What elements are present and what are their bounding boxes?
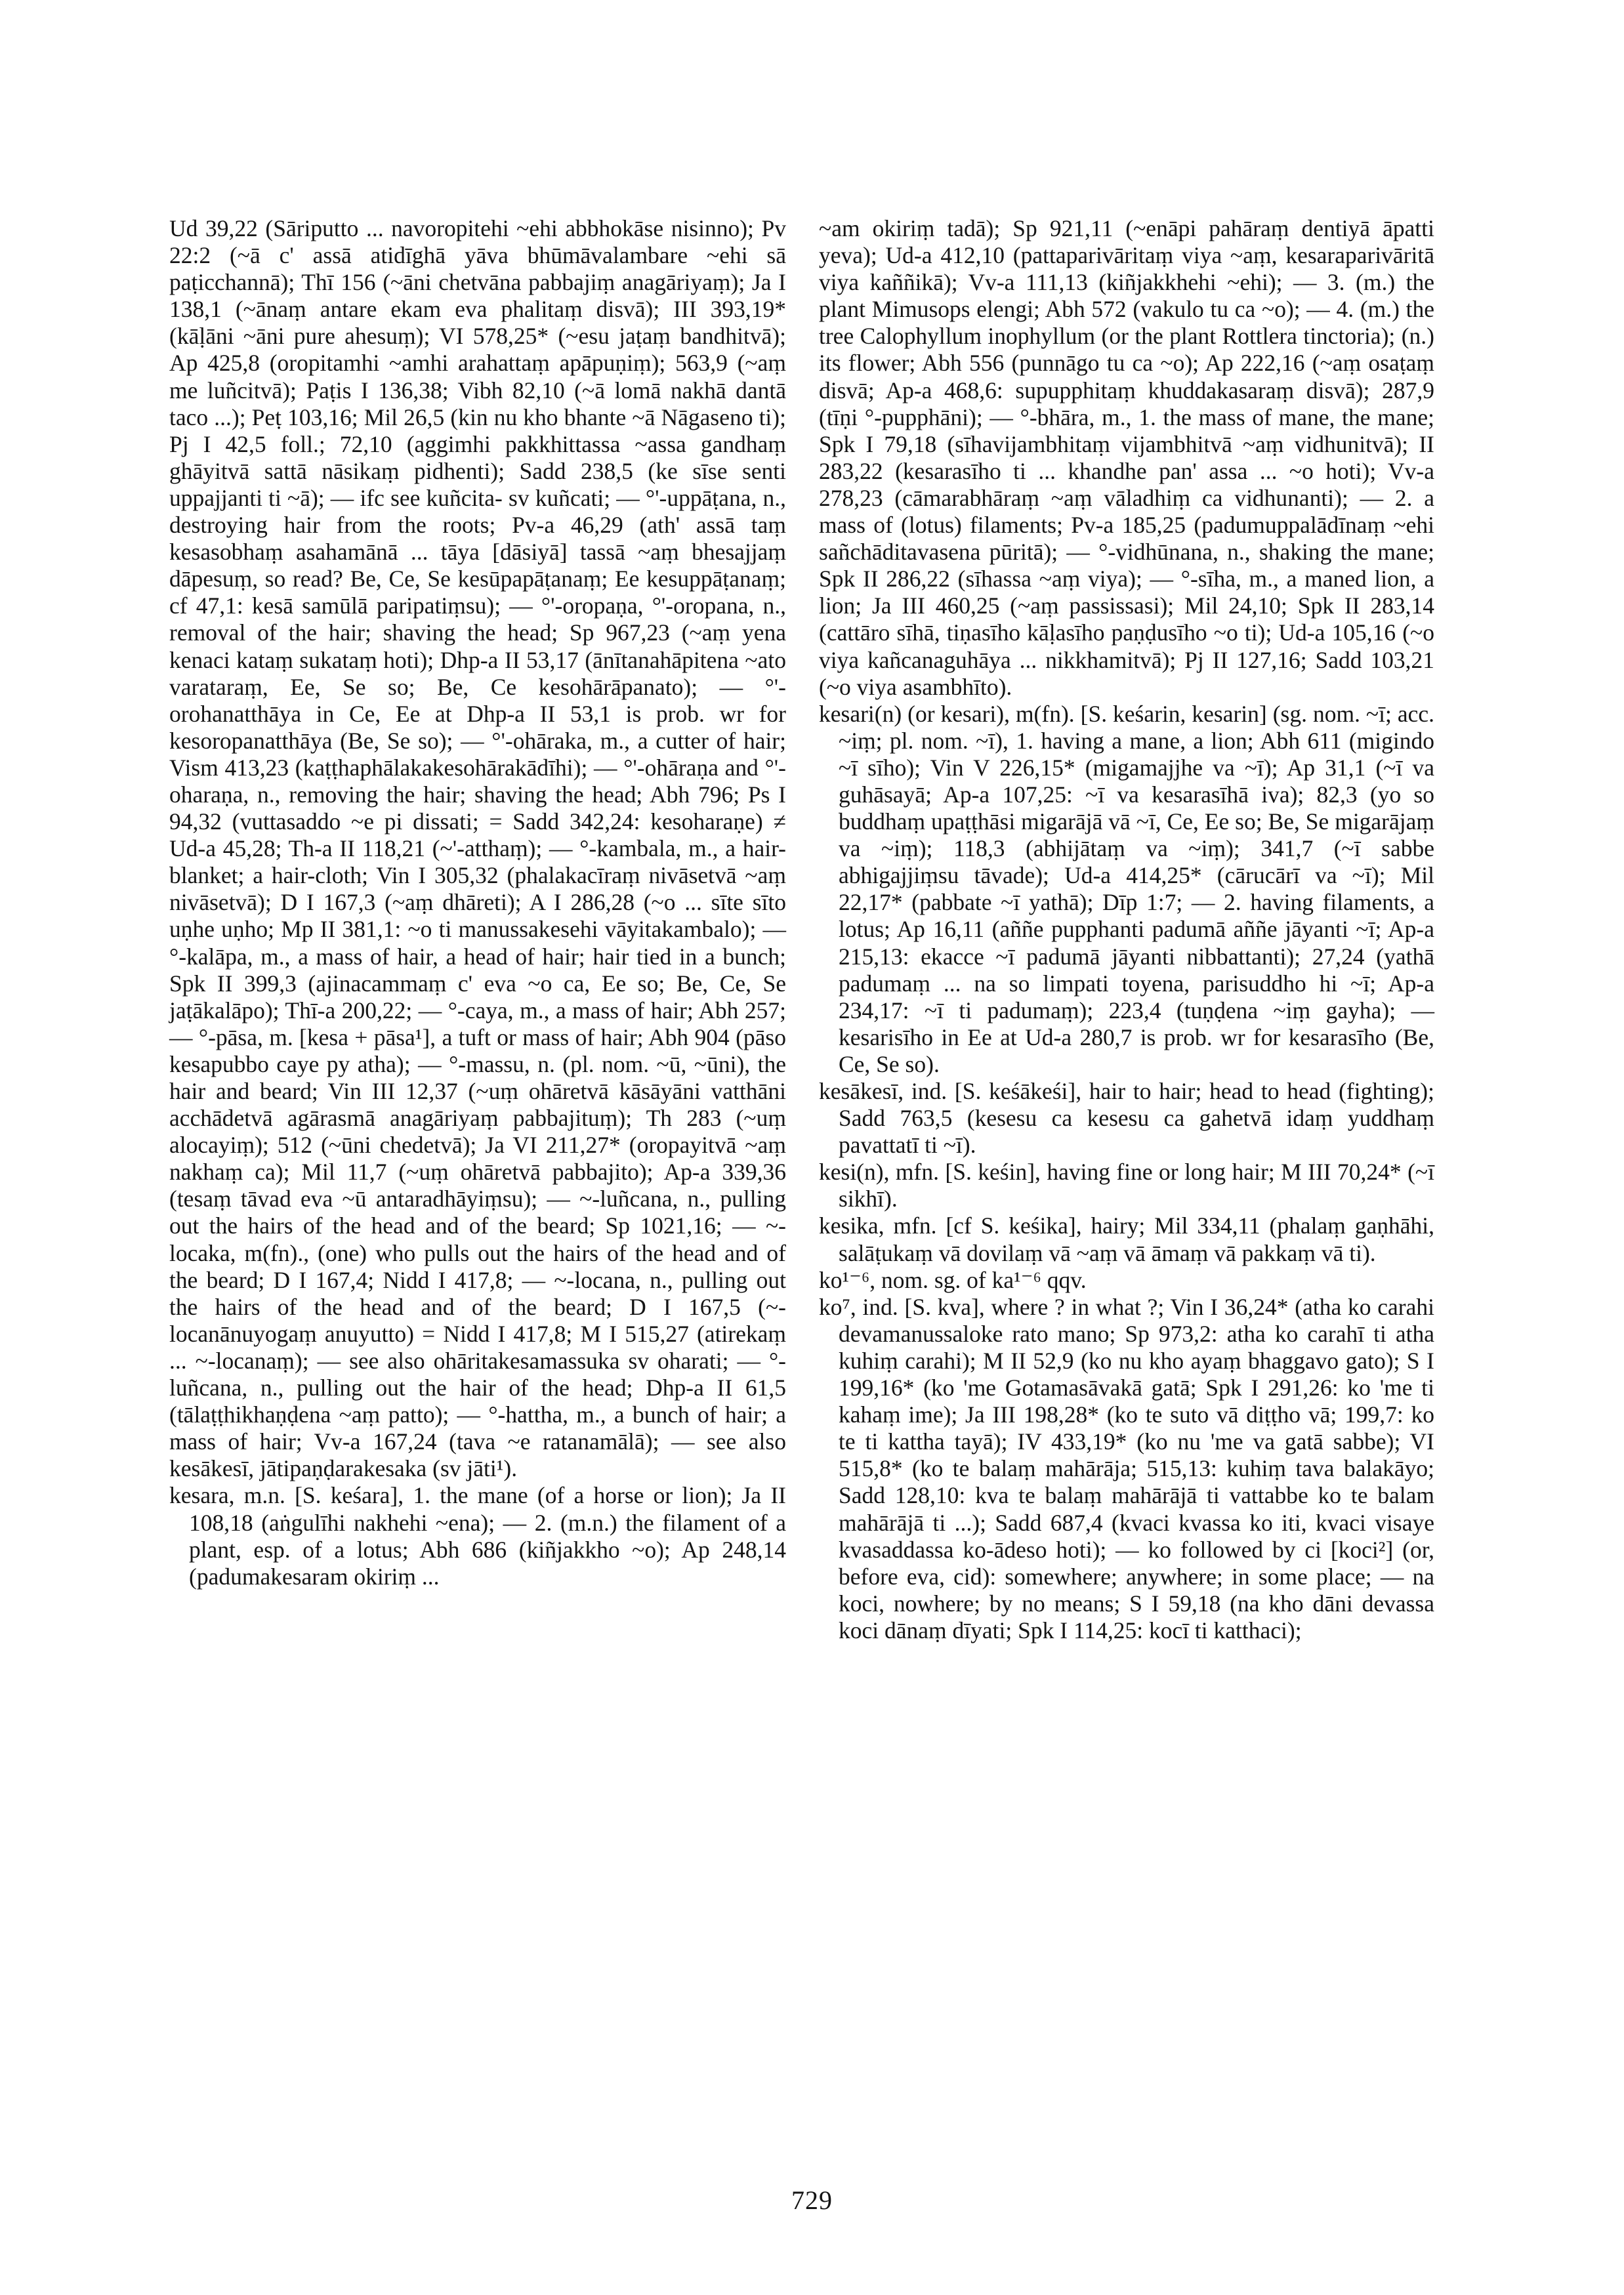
entry-kesin: kesi(n), mfn. [S. keśin], having fine or long hair; M III 70,24* (~ī sikhī).	[819, 1159, 1434, 1212]
entry-ko-7: ko⁷, ind. [S. kva], where ? in what ?; Vin I 36,24* (atha ko carahi devamanussaloke rato mano; Sp 973,2: atha ko carahī ti atha kuhiṃ carahi); M II 52,9 (ko nu kho ayaṃ bhaggavo gato); S I 199,16* (ko 'me Gotamasāvakā gatā; Spk I 291,26: ko 'me ti kahaṃ ime); Ja III 198,28* (ko te suto vā diṭṭho vā; 199,7: ko te ti kattha tayā); IV 433,19* (ko nu 'me va gatā sabbe); VI 515,8* (ko te balaṃ mahārāja; 515,13: kuhiṃ tava balakāyo; Sadd 128,10: kva te balaṃ mahārājā ti vattabbe ko te balam mahārājā ti ...); Sadd 687,4 (kvaci kvassa ko iti, kvaci visaye kvasaddassa ko-ādeso hoti); — ko followed by ci [koci²] (or, before eva, cid): somewhere; anywhere; in some place; — na koci, nowhere; by no means; S I 59,18 (na kho dāni devassa koci dānaṃ dīyati; Spk I 114,25: kocī ti katthaci);	[819, 1293, 1434, 1644]
right-column	[819, 215, 1434, 1644]
entry-kesara: kesara, m.n. [S. keśara], 1. the mane (of a horse or lion); Ja II 108,18 (aṅgulīhi nakhehi ~ena); — 2. (m.n.) the filament of a plant, esp. of a lotus; Abh 686 (kiñjakkho ~o); Ap 248,14 (padumakesaram okiriṃ ...	[169, 1482, 786, 1590]
entry-kesarin: kesari(n) (or kesari), m(fn). [S. keśarin, kesarin] (sg. nom. ~ī; acc. ~iṃ; pl. nom. ~ī), 1. having a mane, a lion; Abh 611 (migindo ~ī sīho); Vin V 226,15* (migamajjhe va ~ī); Ap 31,1 (~ī va guhāsayā; Ap-a 107,25: ~ī va kesarasīhā iva); 82,3 (yo so buddhaṃ upaṭṭhāsi migarājā vā ~ī, Ce, Ee so; Be, Se migarājaṃ va ~iṃ); 118,3 (abhijātaṃ va ~iṃ); 341,7 (~ī sabbe abhigajjiṃsu tāvade); Ud-a 414,25* (cārucārī va ~ī); Mil 22,17* (pabbate ~ī yathā); Dīp 1:7; — 2. having filaments, a lotus; Ap 16,11 (aññe pupphanti padumā aññe jāyanti ~ī; Ap-a 215,13: ekacce ~ī padumā jāyanti nibbattanti); 27,24 (yathā padumaṃ ... na so limpati toyena, parisuddho hi ~ī; Ap-a 234,17: ~ī ti padumaṃ); 223,4 (tuṇḍena ~iṃ gayha); — kesarisīho in Ee at Ud-a 280,7 is prob. wr for kesarasīho (Be, Ce, Se so).	[819, 700, 1434, 1077]
entry-kesika: kesika, mfn. [cf S. keśika], hairy; Mil 334,11 (phalaṃ gaṇhāhi, salāṭukaṃ vā dovilaṃ vā ~aṃ vā āmaṃ vā pakkaṃ vā ti).	[819, 1212, 1434, 1266]
entry-kesa-continuation: Ud 39,22 (Sāriputto ... navoropitehi ~ehi abbhokāse nisinno); Pv 22:2 (~ā c' assā atidīghā yāva bhūmāvalambare ~ehi sā paṭicchannā); Thī 156 (~āni chetvāna pabbajiṃ anagāriyaṃ); Ja I 138,1 (~ānaṃ antare ekam eva phalitaṃ disvā); III 393,19* (kāḷāni ~āni pure ahesuṃ); VI 578,25* (~esu jaṭaṃ bandhitvā); Ap 425,8 (oropitamhi ~amhi arahattaṃ apāpuṇiṃ); 563,9 (~aṃ me luñcitvā); Paṭis I 136,38; Vibh 82,10 (~ā lomā nakhā dantā taco ...); Peṭ 103,16; Mil 26,5 (kin nu kho bhante ~ā Nāgaseno ti); Pj I 42,5 foll.; 72,10 (aggimhi pakkhittassa ~assa gandhaṃ ghāyitvā sattā nāsikaṃ pidhenti); Sadd 238,5 (ke sīse senti uppajjanti ti ~ā); — ifc see kuñcita- sv kuñcati; — °'-uppāṭana, n., destroying hair from the roots; Pv-a 46,29 (ath' assā taṃ kesasobhaṃ asahamānā ... tāya [dāsiyā] tassā ~aṃ bhesajjaṃ dāpesuṃ, so read? Be, Ce, Se kesūpapāṭanaṃ; Ee kesuppāṭanaṃ; cf 47,1: kesā samūlā paripatiṃsu); — °'-oropaṇa, °'-oropana, n., removal of the hair; shaving the head; Sp 967,23 (~aṃ yena kenaci kataṃ sukataṃ hoti); Dhp-a II 53,17 (ānītanahāpitena ~ato varataraṃ, Ee, Se so; Be, Ce kesohārāpanato); — °'-orohanatthāya in Ce, Ee at Dhp-a II 53,1 is prob. wr for kesoropanatthāya (Be, Se so); — °'-ohāraka, m., a cutter of hair; Vism 413,23 (kaṭṭhaphālakakesohārakādīhi); — °'-ohāraṇa and °'-oharaṇa, n., removing the hair; shaving the head; Abh 796; Ps I 94,32 (vuttasaddo ~e pi dissati; = Sadd 342,24: kesoharaṇe) ≠ Ud-a 45,28; Th-a II 118,21 (~'-atthaṃ); — °-kambala, m., a hair-blanket; a hair-cloth; Vin I 305,32 (phalakacīraṃ nivāsetvā ~aṃ nivāsetvā); D I 167,3 (~aṃ dhāreti); A I 286,28 (~o ... sīte sīto uṇhe uṇho; Mp II 381,1: ~o ti manussakesehi vāyitakambalo); — °-kalāpa, m., a mass of hair, a head of hair; hair tied in a bunch; Spk II 399,3 (ajinacammaṃ c' eva ~o ca, Ee so; Be, Ce, Se jaṭākalāpo); Thī-a 200,22; — °-caya, m., a mass of hair; Abh 257; — °-pāsa, m. [kesa + pāsa¹], a tuft or mass of hair; Abh 904 (pāso kesapubbo caye py atha); — °-massu, n. (pl. nom. ~ū, ~ūni), the hair and beard; Vin III 12,37 (~uṃ ohāretvā kāsāyāni vatthāni acchādetvā agārasmā anagāriyaṃ pabbajituṃ); Th 283 (~uṃ alocayiṃ); 512 (~ūni chedetvā); Ja VI 211,27* (oropayitvā ~aṃ nakhaṃ ca); Mil 11,7 (~uṃ ohāretvā pabbajito); Ap-a 339,36 (tesaṃ tāvad eva ~ū antaradhāyiṃsu); — ~-luñcana, n., pulling out the hairs of the head and of the beard; Sp 1021,16; — ~-locaka, m(fn)., (one) who pulls out the hairs of the head and of the beard; D I 167,4; Nidd I 417,8; — ~-locana, n., pulling out the hairs of the head and of the beard; D I 167,5 (~-locanānuyogaṃ anuyutto) = Nidd I 417,8; M I 515,27 (atirekaṃ ... ~-locanaṃ); — see also ohāritakesamassuka sv oharati; — °-luñcana, n., pulling out the hair of the head; Dhp-a II 61,5 (tālaṭṭhikhaṇḍena ~aṃ patto); — °-hattha, m., a bunch of hair; a mass of hair; Vv-a 167,24 (tava ~e ratanamālā); — see also kesākesī, jātipaṇḍarakesaka (sv jāti¹).	[169, 215, 786, 1482]
entry-kesakesi: kesākesī, ind. [S. keśākeśi], hair to hair; head to head (fighting); Sadd 763,5 (kesesu ca kesesu ca gahetvā idaṃ yuddhaṃ pavattatī ti ~ī).	[819, 1078, 1434, 1159]
entry-kesara-continuation: ~am okiriṃ tadā); Sp 921,11 (~enāpi pahāraṃ dentiyā āpatti yeva); Ud-a 412,10 (pattaparivāritaṃ viya ~aṃ, kesaraparivāritā viya kaññikā); Vv-a 111,13 (kiñjakkhehi ~ehi); — 3. (m.) the plant Mimusops elengi; Abh 572 (vakulo tu ca ~o); — 4. (m.) the tree Calophyllum inophyllum (or the plant Rottlera tinctoria); (n.) its flower; Abh 556 (punnāgo tu ca ~o); Ap 222,16 (~aṃ osaṭaṃ disvā; Ap-a 468,6: supupphitaṃ khuddakasaraṃ disvā); 287,9 (tīṇi °-pupphāni); — °-bhāra, m., 1. the mass of mane, the mane; Spk I 79,18 (sīhavijambhitaṃ vijambhitvā ~aṃ vidhunitvā); II 283,22 (kesarasīho ti ... khandhe pan' assa ... ~o hoti); Vv-a 278,23 (cāmarabhāraṃ ~aṃ vāladhiṃ ca vidhunanti); — 2. a mass of (lotus) filaments; Pv-a 185,25 (padumuppalādīnaṃ ~ehi sañchāditavasena pūritā); — °-vidhūnana, n., shaking the mane; Spk II 286,22 (sīhassa ~aṃ viya); — °-sīha, m., a maned lion, a lion; Ja III 460,25 (~aṃ passissasi); Mil 24,10; Spk II 283,14 (cattāro sīhā, tiṇasīho kāḷasīho paṇḍusīho ~o ti); Ud-a 105,16 (~o viya kañcanaguhāya ... nikkhamitvā); Pj II 127,16; Sadd 103,21 (~o viya asambhīto).	[819, 215, 1434, 700]
entry-ko-1-6: ko¹⁻⁶, nom. sg. of ka¹⁻⁶ qqv.	[819, 1266, 1087, 1293]
page-number: 729	[791, 2185, 833, 2215]
left-column	[169, 215, 786, 1590]
